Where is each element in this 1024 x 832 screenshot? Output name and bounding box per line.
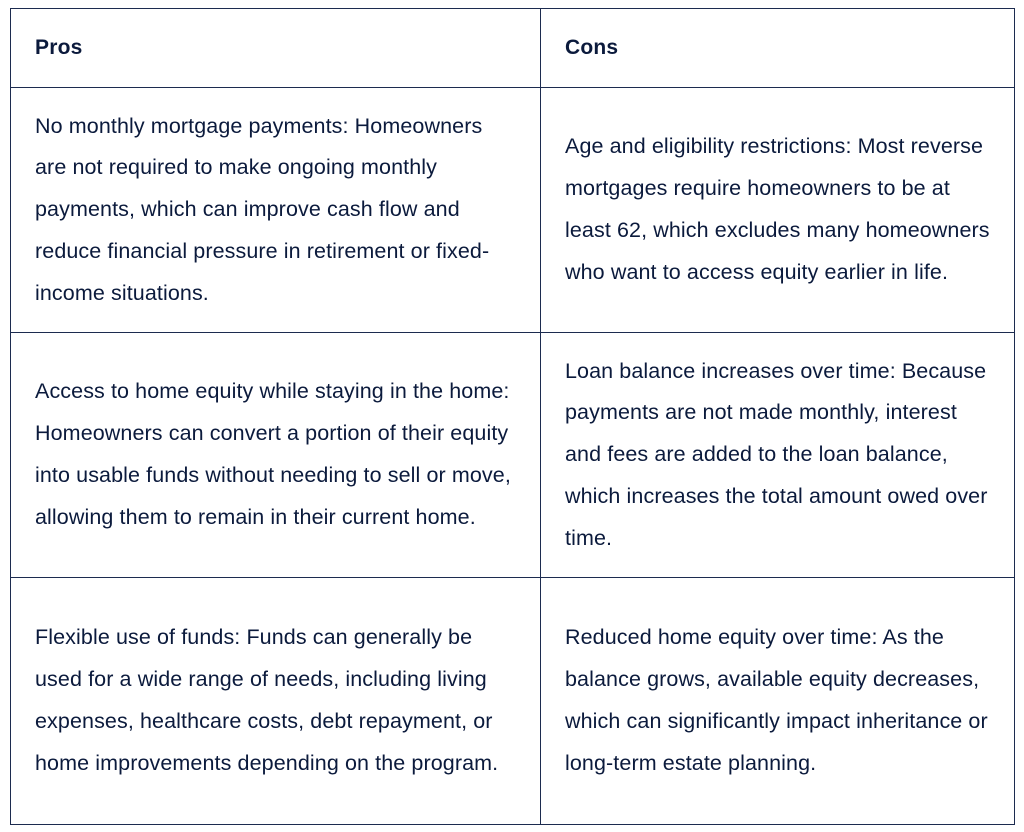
con-cell: Loan balance increases over time: Because payments are not made monthly, interest and fees are added to the loan balance, which increases the total amount owed over time.: [541, 333, 1015, 578]
con-cell: Reduced home equity over time: As the balance grows, available equity decreases, which can significantly impact inheritance or long-term estate planning.: [541, 578, 1015, 825]
pros-header: Pros: [11, 9, 541, 88]
table-row: [11, 333, 1015, 578]
cons-header: Cons: [541, 9, 1015, 88]
con-cell: Age and eligibility restrictions: Most reverse mortgages require homeowners to be at least 62, which excludes many homeowners who want to access equity earlier in life.: [541, 88, 1015, 333]
table-row: [11, 578, 1015, 825]
table-row: [11, 88, 1015, 333]
pro-cell: No monthly mortgage payments: Homeowners are not required to make ongoing monthly payments, which can improve cash flow and reduce financial pressure in retirement or fixed-income situations.: [11, 88, 541, 333]
table-header-row: [11, 9, 1015, 88]
pros-cons-table: [10, 8, 1015, 825]
pro-cell: Flexible use of funds: Funds can generally be used for a wide range of needs, including living expenses, healthcare costs, debt repayment, or home improvements depending on the program.: [11, 578, 541, 825]
pro-cell: Access to home equity while staying in the home: Homeowners can convert a portion of their equity into usable funds without needing to sell or move, allowing them to remain in their current home.: [11, 333, 541, 578]
